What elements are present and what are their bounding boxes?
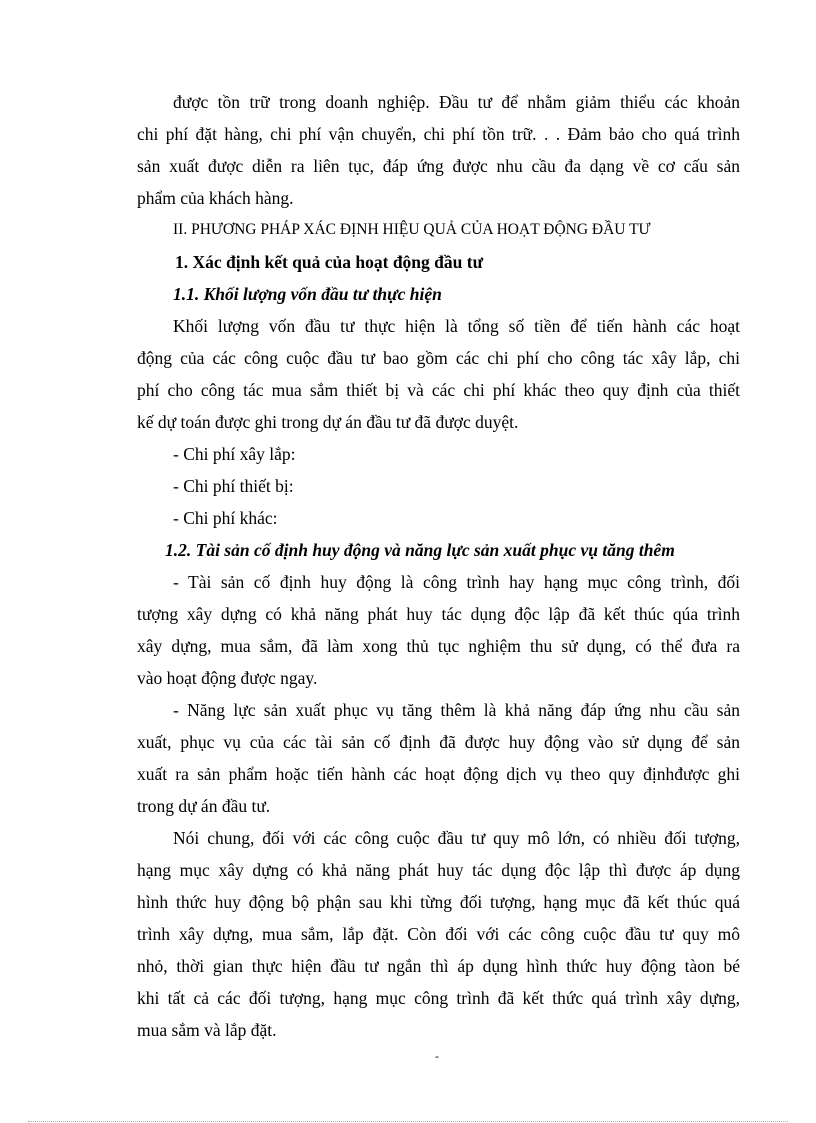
paragraph-line: tượng xây dựng có khả năng phát huy tác dụng độc lập đã kết thúc qúa trình (137, 604, 740, 624)
footer-divider (28, 1121, 788, 1122)
list-item: - Chi phí khác: (173, 508, 278, 528)
paragraph-line: trình xây dựng, mua sắm, lắp đặt. Còn đối với các công cuộc đầu tư quy mô (137, 924, 740, 944)
paragraph-line: Khối lượng vốn đầu tư thực hiện là tổng số tiền để tiến hành các hoạt (173, 316, 740, 336)
paragraph-line: phẩm của khách hàng. (137, 188, 294, 208)
paragraph-line: Nói chung, đối với các công cuộc đầu tư quy mô lớn, có nhiều đối tượng, (173, 828, 740, 848)
paragraph-line: xuất, phục vụ của các tài sản cố định đã được huy động vào sử dụng để sản (137, 732, 740, 752)
page-mark: - (435, 1049, 439, 1063)
paragraph-line: xuất ra sản phẩm hoặc tiến hành các hoạt động dịch vụ theo quy địnhđược ghi (137, 764, 740, 784)
subsubsection-heading: 1.1. Khối lượng vốn đầu tư thực hiện (173, 284, 442, 304)
paragraph-line: vào hoạt động được ngay. (137, 668, 318, 688)
paragraph-line: xây dựng, mua sắm, đã làm xong thủ tục nghiệm thu sử dụng, có thể đưa ra (137, 636, 740, 656)
paragraph-line: hạng mục xây dựng có khả năng phát huy tác dụng độc lập thì được áp dụng (137, 860, 740, 880)
list-item: - Chi phí xây lắp: (173, 444, 296, 464)
paragraph-line: nhỏ, thời gian thực hiện đầu tư ngắn thì áp dụng hình thức huy động tàon bé (137, 956, 740, 976)
paragraph-line: - Năng lực sản xuất phục vụ tăng thêm là khả năng đáp ứng nhu cầu sản (173, 700, 740, 720)
paragraph-line: động của các công cuộc đầu tư bao gồm các chi phí cho công tác xây lắp, chi (137, 348, 740, 368)
paragraph-line: mua sắm và lắp đặt. (137, 1020, 277, 1040)
paragraph-line: được tồn trữ trong doanh nghiệp. Đầu tư để nhằm giảm thiểu các khoản (173, 92, 740, 112)
paragraph-line: chi phí đặt hàng, chi phí vận chuyển, chi phí tồn trữ. . . Đảm bảo cho quá trình (137, 124, 740, 144)
subsection-heading: 1. Xác định kết quả của hoạt động đầu tư (175, 252, 484, 272)
paragraph-line: khi tất cả các đối tượng, hạng mục công trình đã kết thức quá trình xây dựng, (137, 988, 740, 1008)
section-heading: II. PHƯƠNG PHÁP XÁC ĐỊNH HIỆU QUẢ CỦA HOẠT ĐỘNG ĐẦU TƯ (173, 221, 651, 238)
paragraph-line: kế dự toán được ghi trong dự án đầu tư đã được duyệt. (137, 412, 519, 432)
paragraph-line: trong dự án đầu tư. (137, 796, 271, 816)
paragraph-line: sản xuất được diễn ra liên tục, đáp ứng được nhu cầu đa dạng về cơ cấu sản (137, 156, 740, 176)
paragraph-line: phí cho công tác mua sắm thiết bị và các chi phí khác theo quy định của thiết (137, 380, 740, 400)
list-item: - Chi phí thiết bị: (173, 476, 294, 496)
subsubsection-heading: 1.2. Tài sản cố định huy động và năng lực sản xuất phục vụ tăng thêm (165, 540, 675, 560)
paragraph-line: - Tài sản cố định huy động là công trình hay hạng mục công trình, đối (173, 572, 740, 592)
paragraph-line: hình thức huy động bộ phận sau khi từng đối tượng, hạng mục đã kết thúc quá (137, 892, 740, 912)
